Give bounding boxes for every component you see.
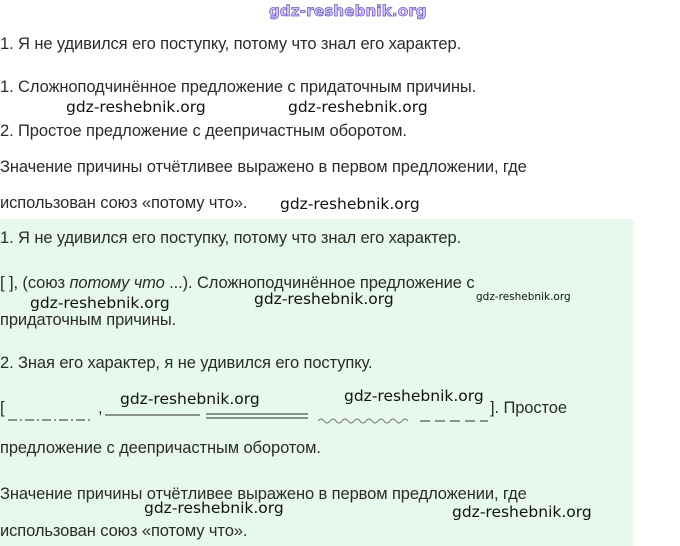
solution-sentence-2: 2. Зная его характер, я не удивился его поступку. — [0, 354, 373, 372]
sentence-scheme-underlines — [0, 390, 680, 426]
solution-conclusion-2: использован союз «потому что». — [0, 522, 248, 540]
conclusion-line-2: использован союз «потому что». — [0, 194, 248, 212]
wavy-underline — [318, 419, 408, 423]
scheme-2-close: ]. Простое — [490, 399, 567, 417]
scheme-1-prefix: [ ], (союз — [0, 274, 70, 292]
watermark: gdz-reshebnik.org — [254, 290, 394, 308]
solution-conclusion-1: Значение причины отчётливее выражено в первом предложении, где — [0, 485, 527, 503]
scheme-1-suffix: ...). Сложноподчинённое предложение с — [164, 274, 475, 292]
watermark: gdz-reshebnik.org — [280, 195, 420, 213]
scheme-2-open-bracket: [ — [0, 399, 5, 417]
scheme-line-2: придаточным причины. — [0, 311, 177, 329]
watermark: gdz-reshebnik.org — [288, 98, 428, 116]
solution-sentence-1: 1. Я не удивился его поступку, потому что знал его характер. — [0, 229, 462, 247]
watermark: gdz-reshebnik.org — [66, 98, 206, 116]
watermark: gdz-reshebnik.org — [120, 390, 260, 408]
watermark: gdz-reshebnik.org — [144, 499, 284, 517]
watermark: gdz-reshebnik.org — [476, 291, 571, 303]
analysis-line-1: 1. Сложноподчинённое предложение с придаточным причины. — [0, 78, 477, 96]
conclusion-line-1: Значение причины отчётливее выражено в первом предложении, где — [0, 158, 527, 176]
original-sentence-1: 1. Я не удивился его поступку, потому что знал его характер. — [0, 35, 462, 53]
watermark: gdz-reshebnik.org — [30, 294, 170, 312]
watermark: gdz-reshebnik.org — [452, 503, 592, 521]
site-watermark-top: gdz-reshebnik.org — [269, 2, 427, 20]
scheme-1-conjunction: потому что — [69, 274, 165, 292]
scheme-line-1 — [0, 273, 475, 293]
analysis-line-2: 2. Простое предложение с деепричастным оборотом. — [0, 122, 407, 140]
scheme-2-description: предложение с деепричастным оборотом. — [0, 439, 321, 457]
scheme-2-comma: , — [98, 399, 103, 417]
watermark: gdz-reshebnik.org — [344, 387, 484, 405]
